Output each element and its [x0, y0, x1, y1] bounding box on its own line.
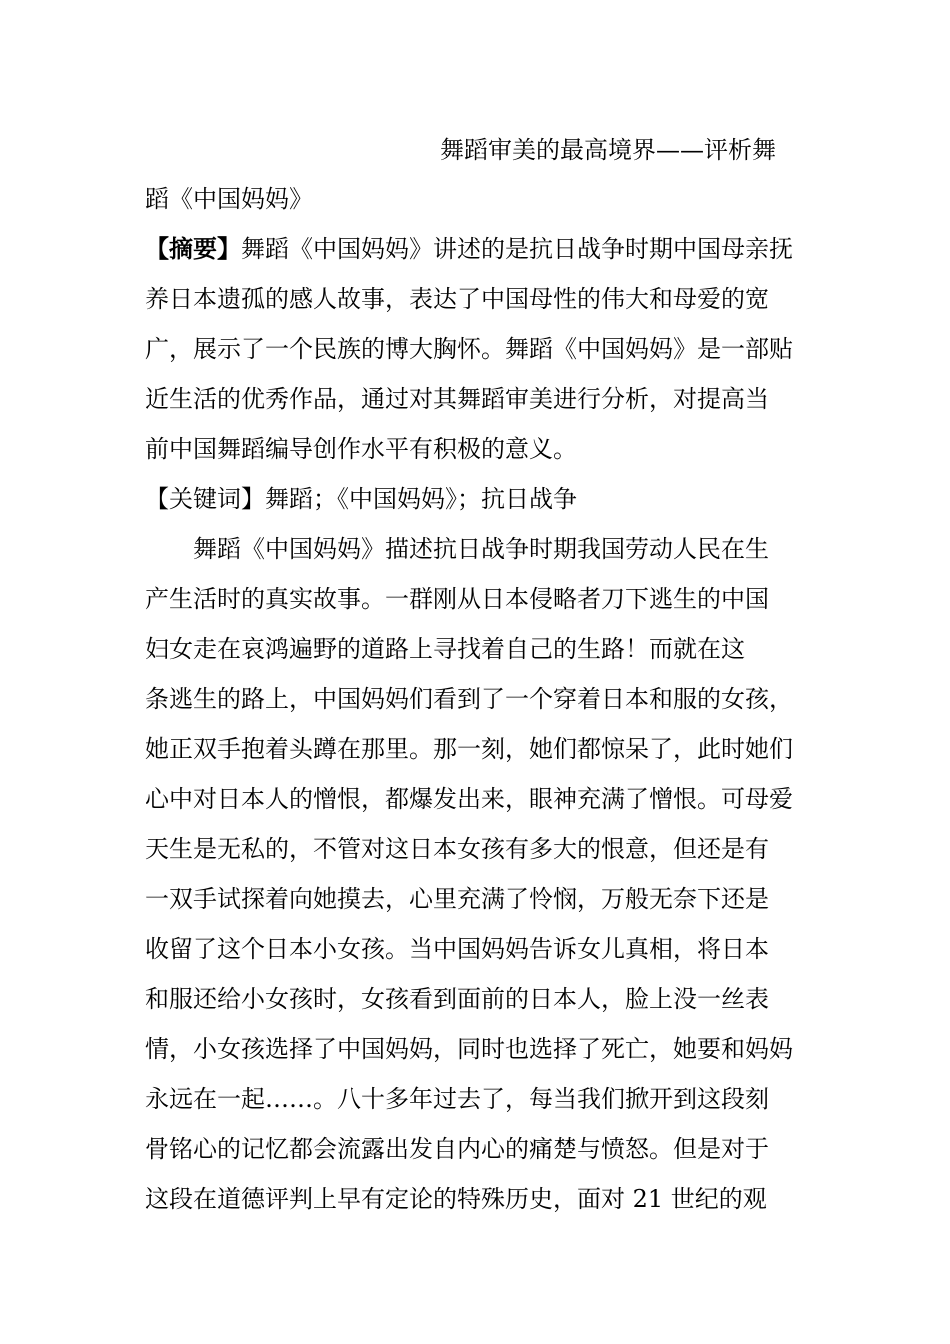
body-line-9: 收留了这个日本小女孩。当中国妈妈告诉女儿真相，将日本	[145, 935, 769, 963]
abstract-line-2: 养日本遗孤的感人故事，表达了中国母性的伟大和母爱的宽	[145, 285, 769, 313]
abstract-line-5: 前中国舞蹈编导创作水平有积极的意义。	[145, 435, 577, 463]
body-line-4: 条逃生的路上，中国妈妈们看到了一个穿着日本和服的女孩，	[145, 685, 793, 713]
keywords-line	[145, 483, 835, 515]
body-line-7: 天生是无私的，不管对这日本女孩有多大的恨意，但还是有	[145, 835, 769, 863]
keywords-text: 舞蹈；《中国妈妈》；抗日战争	[265, 485, 577, 513]
body-line-5: 她正双手抱着头蹲在那里。那一刻，她们都惊呆了，此时她们	[145, 735, 793, 763]
body-line-14: 这段在道德评判上早有定论的特殊历史，面对 21 世纪的观	[145, 1185, 767, 1213]
abstract-text-1: 舞蹈《中国妈妈》讲述的是抗日战争时期中国母亲抚	[241, 235, 793, 263]
body-line-12: 永远在一起……。八十多年过去了，每当我们掀开到这段刻	[145, 1085, 769, 1113]
abstract-label: 【摘要】	[145, 234, 241, 263]
body-line-2: 产生活时的真实故事。一群刚从日本侵略者刀下逃生的中国	[145, 585, 769, 613]
abstract-line-4: 近生活的优秀作品，通过对其舞蹈审美进行分析，对提高当	[145, 385, 769, 413]
keywords-label: 【关键词】	[145, 485, 265, 513]
body-line-6: 心中对日本人的憎恨，都爆发出来，眼神充满了憎恨。可母爱	[145, 785, 793, 813]
body-line-3: 妇女走在哀鸿遍野的道路上寻找着自己的生路！而就在这	[145, 635, 745, 663]
title-line-2: 蹈《中国妈妈》	[145, 185, 313, 213]
abstract-line-1	[145, 233, 835, 265]
body-line-13: 骨铭心的记忆都会流露出发自内心的痛楚与愤怒。但是对于	[145, 1135, 769, 1163]
body-line-8: 一双手试探着向她摸去，心里充满了怜悯，万般无奈下还是	[145, 885, 769, 913]
body-line-11: 情，小女孩选择了中国妈妈，同时也选择了死亡，她要和妈妈	[145, 1035, 793, 1063]
body-line-1: 舞蹈《中国妈妈》描述抗日战争时期我国劳动人民在生	[193, 535, 769, 563]
abstract-line-3: 广，展示了一个民族的博大胸怀。舞蹈《中国妈妈》是一部贴	[145, 335, 793, 363]
title-line-1: 舞蹈审美的最高境界——评析舞	[440, 136, 776, 164]
body-line-10: 和服还给小女孩时，女孩看到面前的日本人，脸上没一丝表	[145, 985, 769, 1013]
